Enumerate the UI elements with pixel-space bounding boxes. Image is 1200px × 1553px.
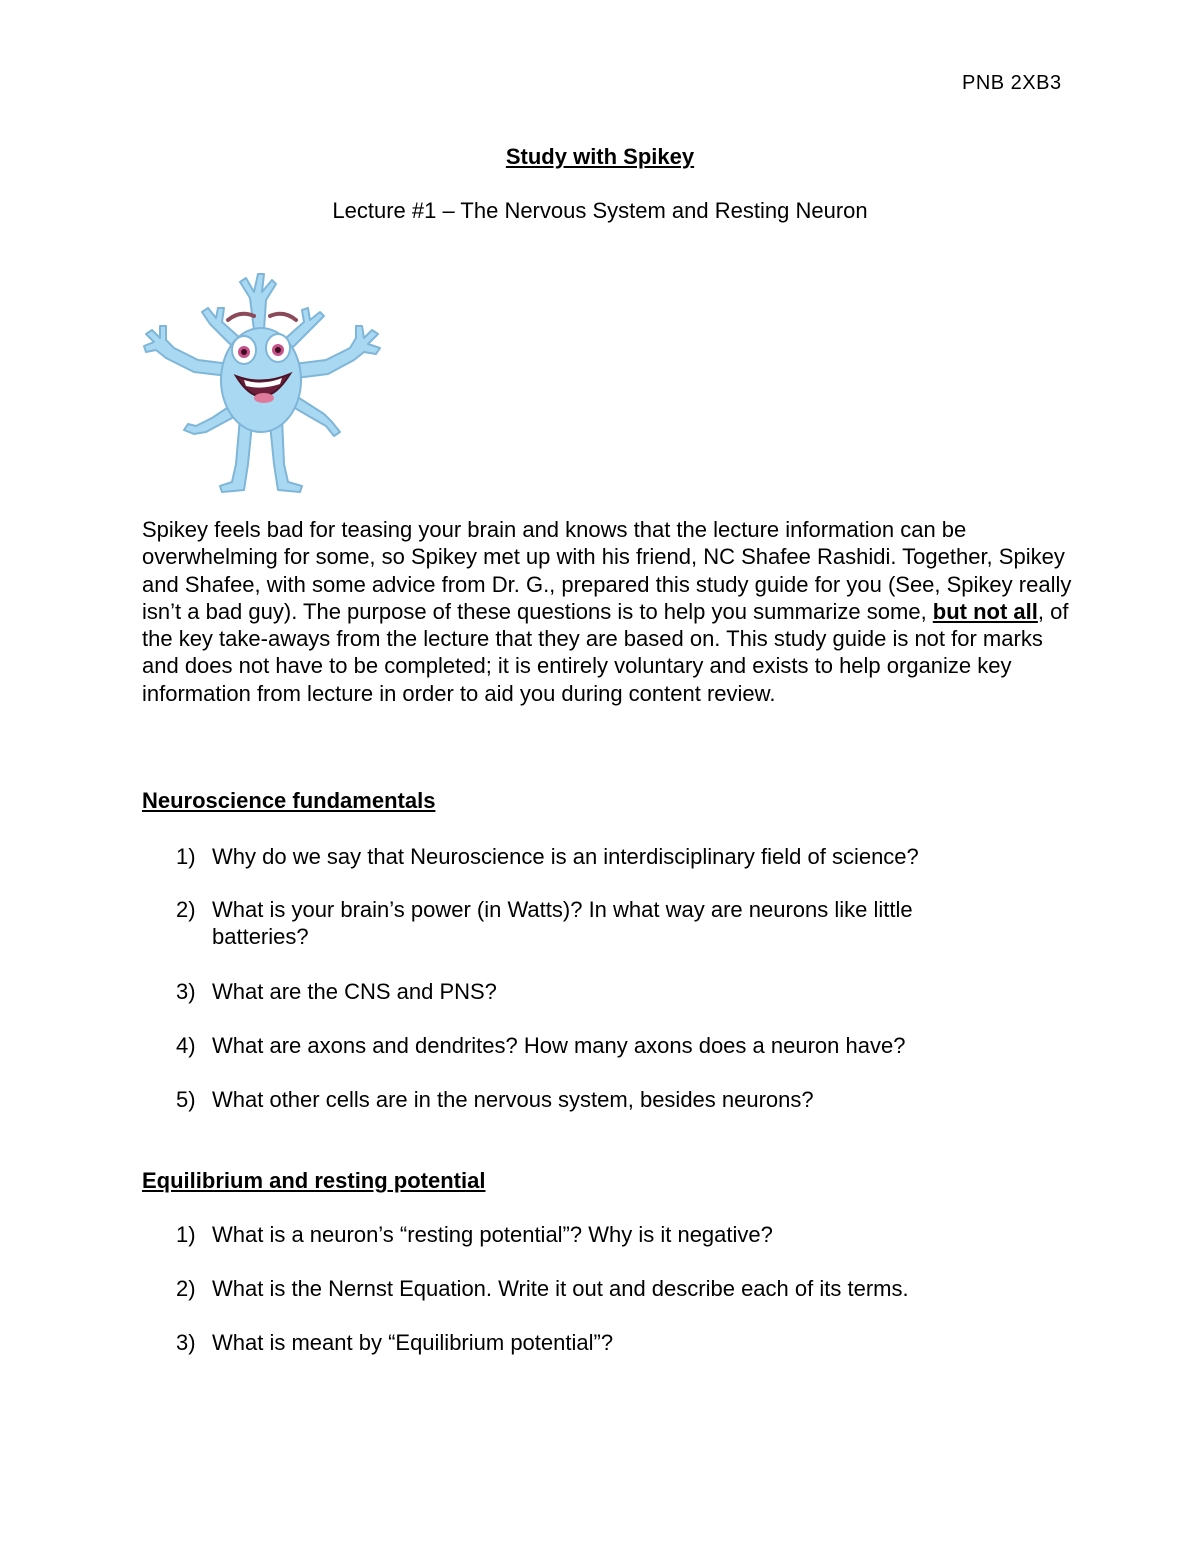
question-item [176, 978, 1006, 1005]
course-code: PNB 2XB3 [962, 72, 1062, 94]
question-number: 1) [176, 1222, 196, 1247]
question-item [176, 1086, 1006, 1113]
question-number: 2) [176, 1276, 196, 1301]
section-heading-neuroscience-fundamentals: Neuroscience fundamentals [142, 788, 436, 813]
question-text: Why do we say that Neuroscience is an interdisciplinary field of science? [212, 844, 919, 869]
question-text: What is your brain’s power (in Watts)? In what way are neurons like little batteries? [212, 897, 913, 949]
question-text: What is the Nernst Equation. Write it out and describe each of its terms. [212, 1276, 909, 1301]
intro-paragraph [142, 516, 1072, 707]
question-text: What other cells are in the nervous system, besides neurons? [212, 1087, 814, 1112]
question-number: 3) [176, 1330, 196, 1355]
question-number: 1) [176, 844, 196, 869]
question-text: What are axons and dendrites? How many axons does a neuron have? [212, 1033, 906, 1058]
intro-emphasis: but not all [932, 598, 1038, 624]
question-text: What are the CNS and PNS? [212, 979, 497, 1004]
section-heading-equilibrium-resting-potential: Equilibrium and resting potential [142, 1168, 486, 1193]
question-text: What is a neuron’s “resting potential”? Why is it negative? [212, 1222, 773, 1247]
question-number: 5) [176, 1087, 196, 1112]
spikey-mascot-image [136, 268, 386, 494]
question-number: 4) [176, 1033, 196, 1058]
question-item [176, 1329, 1006, 1356]
question-item [176, 896, 1006, 950]
question-item [176, 1221, 1006, 1248]
question-item [176, 1032, 1006, 1059]
question-item [176, 843, 1006, 870]
question-text: What is meant by “Equilibrium potential”? [212, 1330, 614, 1355]
question-number: 2) [176, 897, 196, 922]
question-item [176, 1275, 1006, 1302]
question-number: 3) [176, 979, 196, 1004]
intro-text-part2: , of the key take-aways from the lecture that they are based on. This study guide is not for marks and does not have to be completed; it is entirely voluntary and exists to help organize key information from lecture in order to aid you during content review. [142, 598, 1069, 706]
page-subtitle: Lecture #1 – The Nervous System and Resting Neuron [332, 198, 868, 223]
page-title: Study with Spikey [505, 144, 695, 169]
intro-text-part1: Spikey feels bad for teasing your brain and knows that the lecture information can be overwhelming for some, so Spikey met up with his friend, NC Shafee Rashidi. Together, Spikey and Shafee, with some advice from Dr. G., prepared this study guide for you (See, Spikey really isn’t a bad guy). The purpose of these questions is to help you summarize some, [142, 517, 1072, 624]
